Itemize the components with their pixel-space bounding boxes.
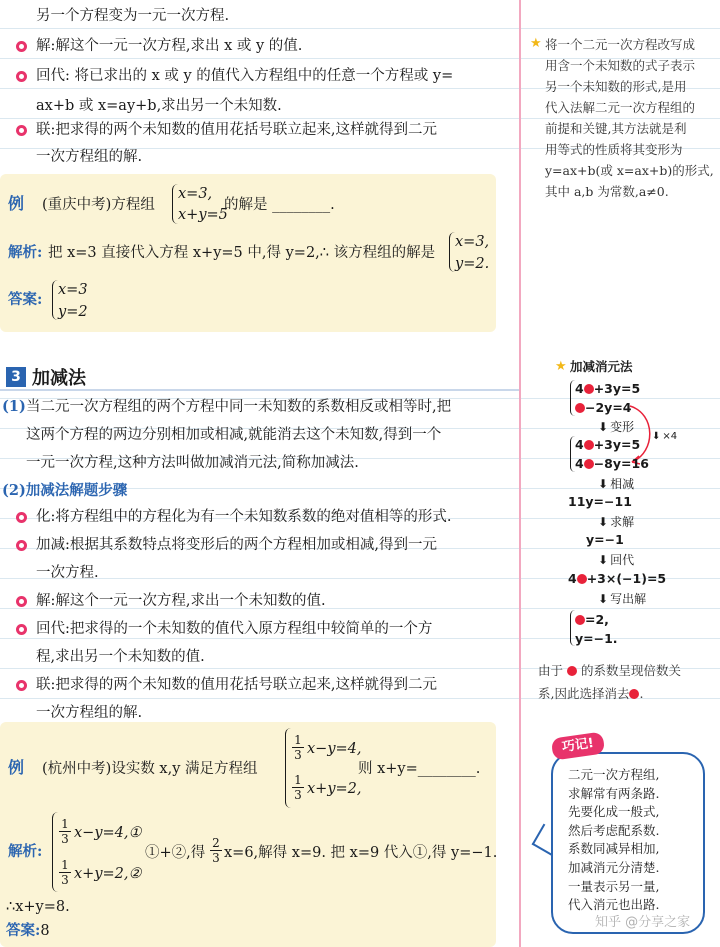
side-note-line: y=ax+b(或 x=ax+b)的形式, (545, 163, 714, 178)
x-dot-icon (577, 574, 587, 584)
answer-eq1: x=3 (58, 282, 88, 298)
side-note-line: 用等式的性质将其变形为 (545, 142, 683, 157)
step-solve: 解:解这个一元一次方程,求出一个未知数的值. (36, 593, 326, 609)
fraction (292, 773, 304, 802)
system-eq1: x−y=4, (307, 741, 362, 757)
conclusion: ∴x+y=8. (6, 899, 70, 915)
x-dot-icon (584, 384, 594, 394)
note-text: 的系数呈现倍数关 (580, 663, 681, 678)
answer-value: 8 (40, 923, 50, 939)
step-label: ⬇ 写出解 (598, 590, 646, 607)
section-number: 3 (6, 367, 26, 387)
section-underline (0, 389, 519, 391)
star-icon: ★ (530, 36, 542, 51)
star-icon: ★ (555, 359, 567, 374)
x-dot-icon (567, 666, 577, 676)
system-eq2: x+y=2, (307, 781, 362, 797)
eq-rest: −2y=4 (585, 400, 632, 415)
step-substitute-2: 程,求出另一个未知数的值. (36, 649, 205, 665)
coef: 4 (568, 571, 577, 586)
bullet-icon (16, 512, 27, 523)
step-substitute-2: ax+b 或 x=ay+b,求出另一个未知数. (36, 98, 282, 114)
bullet-icon (16, 596, 27, 607)
step-add-subtract-1: 加减:根据其系数特点将变形后的两个方程相加或相减,得到一元 (36, 537, 437, 553)
solution-y: y=−1. (575, 631, 618, 646)
side-note-line: 代入法解二元一次方程组的 (545, 100, 696, 115)
frac-num: 2 (212, 836, 220, 850)
side-note-line: 其中 a,b 为常数,a≠0. (545, 184, 669, 199)
step-label: ⬇ 相减 (598, 475, 634, 492)
step-combine-2: 一次方程组的解. (36, 149, 143, 165)
coef: 4 (575, 437, 584, 452)
rhyme-line: 加减消元分清楚. (568, 860, 660, 875)
analysis-text: 把 x=3 直接代入方程 x+y=5 中,得 y=2,∴ 该方程组的解是 (48, 245, 436, 261)
frac-num: 1 (61, 817, 69, 831)
note-text: 由于 (538, 663, 564, 678)
analysis-label: 解析: (8, 244, 43, 261)
section-title: 加减法 (32, 368, 86, 389)
frac-den: 3 (59, 831, 71, 846)
rhyme-line: 代入消元也出路. (568, 897, 660, 912)
result-line: 11y=−11 (568, 494, 632, 509)
answer-eq2: y=2 (58, 304, 88, 320)
frac-den: 3 (292, 787, 304, 802)
diagram-title: 加减消元法 (570, 359, 633, 374)
coef: 4 (575, 381, 584, 396)
x-dot-icon (575, 403, 585, 413)
step-transform: 化:将方程组中的方程化为有一个未知数系数的绝对值相等的形式. (36, 509, 452, 525)
bullet-icon (16, 540, 27, 551)
rhyme-line: 先要化成一般式, (568, 804, 660, 819)
system-eq1: x=3, (178, 186, 213, 202)
result-line: y=−1 (586, 532, 624, 547)
bullet-icon (16, 71, 27, 82)
eq-rest: −8y=16 (593, 456, 649, 471)
step-label: ⬇ 回代 (598, 551, 634, 568)
step-substitute-1: 回代:把求得的一个未知数的值代入原方程组中较简单的一个方 (36, 621, 433, 637)
brace-icon (285, 728, 291, 808)
rhyme-line: 一量表示另一量, (568, 879, 660, 894)
analysis-step: ①+②,得 (145, 845, 206, 861)
fraction (59, 858, 71, 887)
frac-num: 1 (294, 773, 302, 787)
step-substitute-1: 回代: 将已求出的 x 或 y 的值代入方程组中的任意一个方程或 y= (36, 68, 454, 84)
eq-rest: +3×(−1)=5 (586, 571, 667, 586)
side-note-line: 前提和关键,其方法就是利 (545, 121, 687, 136)
rhyme-line: 求解常有两条路. (568, 786, 660, 801)
frac-den: 3 (210, 850, 222, 865)
multiply-note: ⬇ ×4 (652, 431, 677, 442)
answer-label: 答案: (8, 291, 43, 308)
text-line: 另一个方程变为一元一次方程. (36, 8, 230, 24)
analysis-label: 解析: (8, 843, 43, 860)
analysis-eq2: y=2. (455, 256, 490, 272)
step-label: ⬇ 求解 (598, 513, 634, 530)
example-question: (重庆中考)方程组 (42, 197, 155, 213)
step-combine-1: 联:把求得的两个未知数的值用花括号联立起来,这样就得到二元 (36, 122, 437, 138)
example-blank: 的解是 ________. (224, 197, 335, 213)
answer-label: 答案: (6, 922, 41, 939)
analysis-eq2: x+y=2,② (74, 866, 142, 882)
frac-den: 3 (292, 747, 304, 762)
step-add-subtract-2: 一次方程. (36, 565, 99, 581)
watermark: 知乎 @分享之家 (595, 915, 691, 930)
bullet-icon (16, 624, 27, 635)
side-note-line: 另一个未知数的形式,是用 (545, 79, 687, 94)
frac-num: 1 (294, 733, 302, 747)
example-tag: 例 (8, 758, 25, 777)
x-dot-icon (575, 615, 585, 625)
frac-den: 3 (59, 872, 71, 887)
analysis-eq1: x−y=4,① (74, 825, 142, 841)
rhyme-line: 然后考虑配系数. (568, 823, 660, 838)
note-text: . (639, 686, 644, 701)
paragraph-line: 当二元一次方程组的两个方程中同一未知数的系数相反或相等时,把 (26, 399, 452, 415)
paragraph-line: 一元一次方程,这种方法叫做加减消元法,简称加减法. (26, 455, 359, 471)
system-eq2: x+y=5 (178, 207, 228, 223)
fraction (210, 836, 222, 865)
brace-icon (52, 812, 58, 892)
eq-rest: +3y=5 (593, 437, 641, 452)
analysis-tail: x=6,解得 x=9. 把 x=9 代入①,得 y=−1. (224, 845, 498, 861)
side-note-line: 用含一个未知数的式子表示 (545, 58, 696, 73)
steps-title: (2)加减法解题步骤 (2, 482, 128, 499)
bullet-icon (16, 41, 27, 52)
x-dot-icon (629, 689, 639, 699)
bullet-icon (16, 680, 27, 691)
rhyme-line: 系数同减异相加, (568, 841, 660, 856)
example-tag: 例 (8, 194, 25, 213)
example-question: (杭州中考)设实数 x,y 满足方程组 (42, 761, 258, 777)
step-combine-1: 联:把求得的两个未知数的值用花括号联立起来,这样就得到二元 (36, 677, 437, 693)
fraction (59, 817, 71, 846)
eq-rest: =2, (585, 612, 609, 627)
note-text: 系,因此选择消去 (538, 686, 630, 701)
coef: 4 (575, 456, 584, 471)
step-combine-2: 一次方程组的解. (36, 705, 143, 721)
side-note-line: 将一个二元一次方程改写成 (545, 37, 696, 52)
bullet-icon (16, 125, 27, 136)
step-solve: 解:解这个一元一次方程,求出 x 或 y 的值. (36, 38, 303, 54)
step-label: ⬇ 变形 (598, 418, 634, 435)
rhyme-line: 二元一次方程组, (568, 767, 660, 782)
paragraph-line: 这两个方程的两边分别相加或相减,就能消去这个未知数,得到一个 (26, 427, 442, 443)
eq-rest: +3y=5 (593, 381, 641, 396)
frac-num: 1 (61, 858, 69, 872)
example-blank: 则 x+y=________. (358, 761, 481, 777)
analysis-eq1: x=3, (455, 234, 490, 250)
margin-divider (519, 0, 521, 947)
tip-badge: 巧记! (551, 731, 606, 760)
x-dot-icon (584, 440, 594, 450)
x-dot-icon (584, 459, 594, 469)
fraction (292, 733, 304, 762)
paragraph-number: (1) (2, 398, 26, 415)
